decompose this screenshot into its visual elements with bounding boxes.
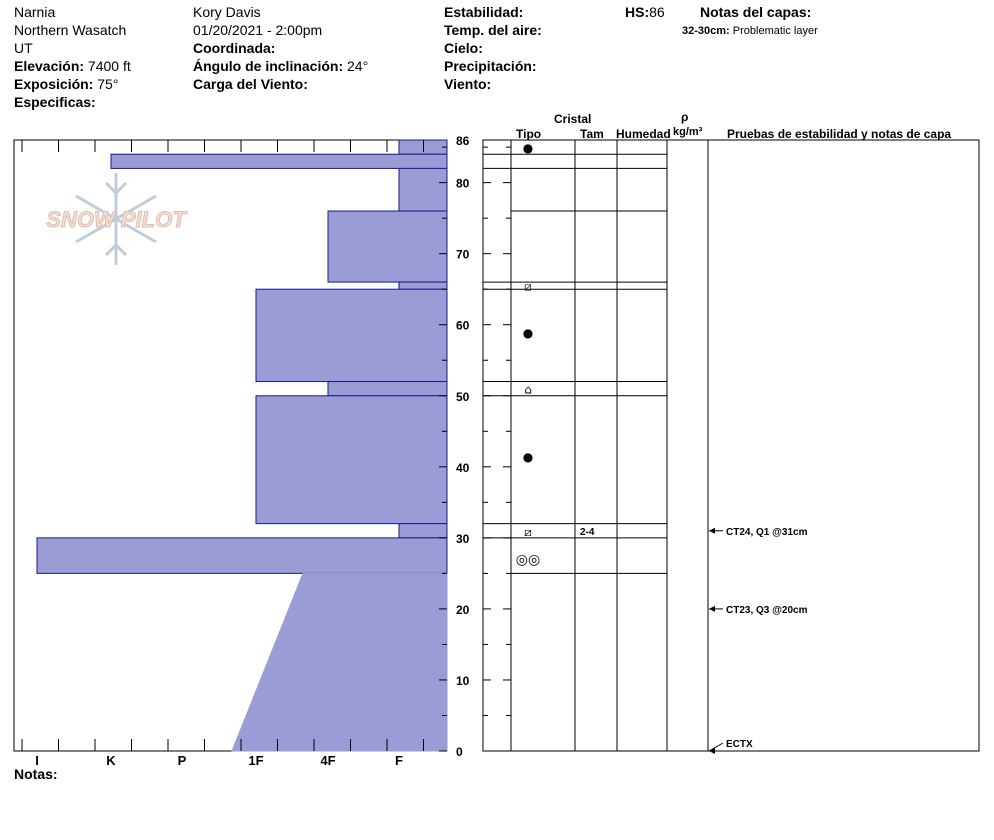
hardness-bar <box>111 154 447 168</box>
grain-type-symbol: ⧄ <box>524 279 532 294</box>
height-tick-label: 40 <box>456 460 470 475</box>
hardness-bar <box>328 211 447 282</box>
height-tick-label: 0 <box>456 745 463 759</box>
layer-notes-label: Notas del capas: <box>700 4 812 20</box>
wind-load-label: Carga del Viento: <box>193 76 308 92</box>
layer-note-text: Problematic layer <box>732 25 818 37</box>
slope-label: Ángulo de inclinación: <box>193 58 344 74</box>
hardness-bar <box>399 524 447 538</box>
col-rho: ρ <box>681 110 689 124</box>
state: UT <box>14 40 33 56</box>
hardness-tick-label: F <box>395 753 403 768</box>
range: Northern Wasatch <box>14 22 127 38</box>
air-temp-label: Temp. del aire: <box>444 22 542 38</box>
col-density-unit: kg/m³ <box>673 126 703 138</box>
hardness-bar <box>399 168 447 211</box>
specifics-label: Especificas: <box>14 94 96 110</box>
logo-text: SNOW PILOT <box>46 207 186 232</box>
col-crystal: Cristal <box>554 112 592 126</box>
sky-label: Cielo: <box>444 40 483 56</box>
hardness-bar-gradient <box>232 573 447 751</box>
grain-type-symbol: ⧄ <box>524 524 532 539</box>
height-tick-label: 50 <box>456 389 470 404</box>
stability-test-label: CT23, Q3 @20cm <box>726 604 808 616</box>
height-tick-label: 20 <box>456 602 470 617</box>
elevation-value: 7400 ft <box>87 58 131 74</box>
elevation-label: Elevación: <box>14 58 85 74</box>
test-pointer <box>709 743 723 751</box>
hardness-tick-label: 1F <box>248 753 264 768</box>
hs-value: 86 <box>649 4 665 20</box>
datetime: 01/20/2021 - 2:00pm <box>193 22 323 38</box>
wind-label: Viento: <box>444 76 492 92</box>
hardness-tick-label: 4F <box>320 753 336 768</box>
height-tick-label: 80 <box>456 176 470 191</box>
hardness-tick-label: K <box>106 753 116 768</box>
height-tick-label: 30 <box>456 531 470 546</box>
stability-test-label: CT24, Q1 @31cm <box>726 526 808 538</box>
grain-type-symbol: ● <box>522 141 534 156</box>
col-tipo: Tipo <box>516 127 542 141</box>
layer-table-frame <box>483 140 979 751</box>
hs-label: HS: <box>625 4 650 20</box>
aspect-label: Exposición: <box>14 76 94 92</box>
slope-value: 24° <box>347 58 369 74</box>
col-tam: Tam <box>580 127 604 141</box>
hardness-tick-label: I <box>35 753 39 768</box>
location: Narnia <box>14 4 56 20</box>
grain-type-symbol: ● <box>522 325 534 340</box>
height-tick-label: 10 <box>456 673 470 688</box>
grain-type-symbol: ● <box>522 450 534 465</box>
hardness-bar <box>328 382 447 396</box>
grain-type-symbol: ◎◎ <box>515 552 541 569</box>
hardness-tick-label: P <box>177 753 187 768</box>
height-tick-label: 70 <box>456 247 470 262</box>
hardness-bar <box>256 396 447 524</box>
layer-note-range: 32-30cm: <box>682 25 730 37</box>
hardness-bar <box>399 282 447 289</box>
height-tick-label: 60 <box>456 318 470 333</box>
coord-label: Coordinada: <box>193 40 276 56</box>
notes-label: Notas: <box>14 766 58 782</box>
hardness-bar <box>256 289 447 381</box>
stability-label: Estabilidad: <box>444 4 524 20</box>
test-arrow-icon <box>709 528 715 534</box>
aspect-value: 75° <box>97 76 119 92</box>
precip-label: Precipitación: <box>444 58 537 74</box>
test-arrow-icon <box>709 606 715 612</box>
grain-size-label: 2-4 <box>580 526 595 538</box>
snowpilot-logo <box>46 173 187 265</box>
col-humedad: Humedad <box>616 127 671 141</box>
col-tests: Pruebas de estabilidad y notas de capa <box>727 127 952 141</box>
observer: Kory Davis <box>193 4 261 20</box>
hardness-bar <box>37 538 447 574</box>
grain-type-symbol: ⌂ <box>524 382 532 397</box>
height-tick-label: 86 <box>456 134 470 148</box>
stability-test-label: ECTX <box>726 739 753 750</box>
